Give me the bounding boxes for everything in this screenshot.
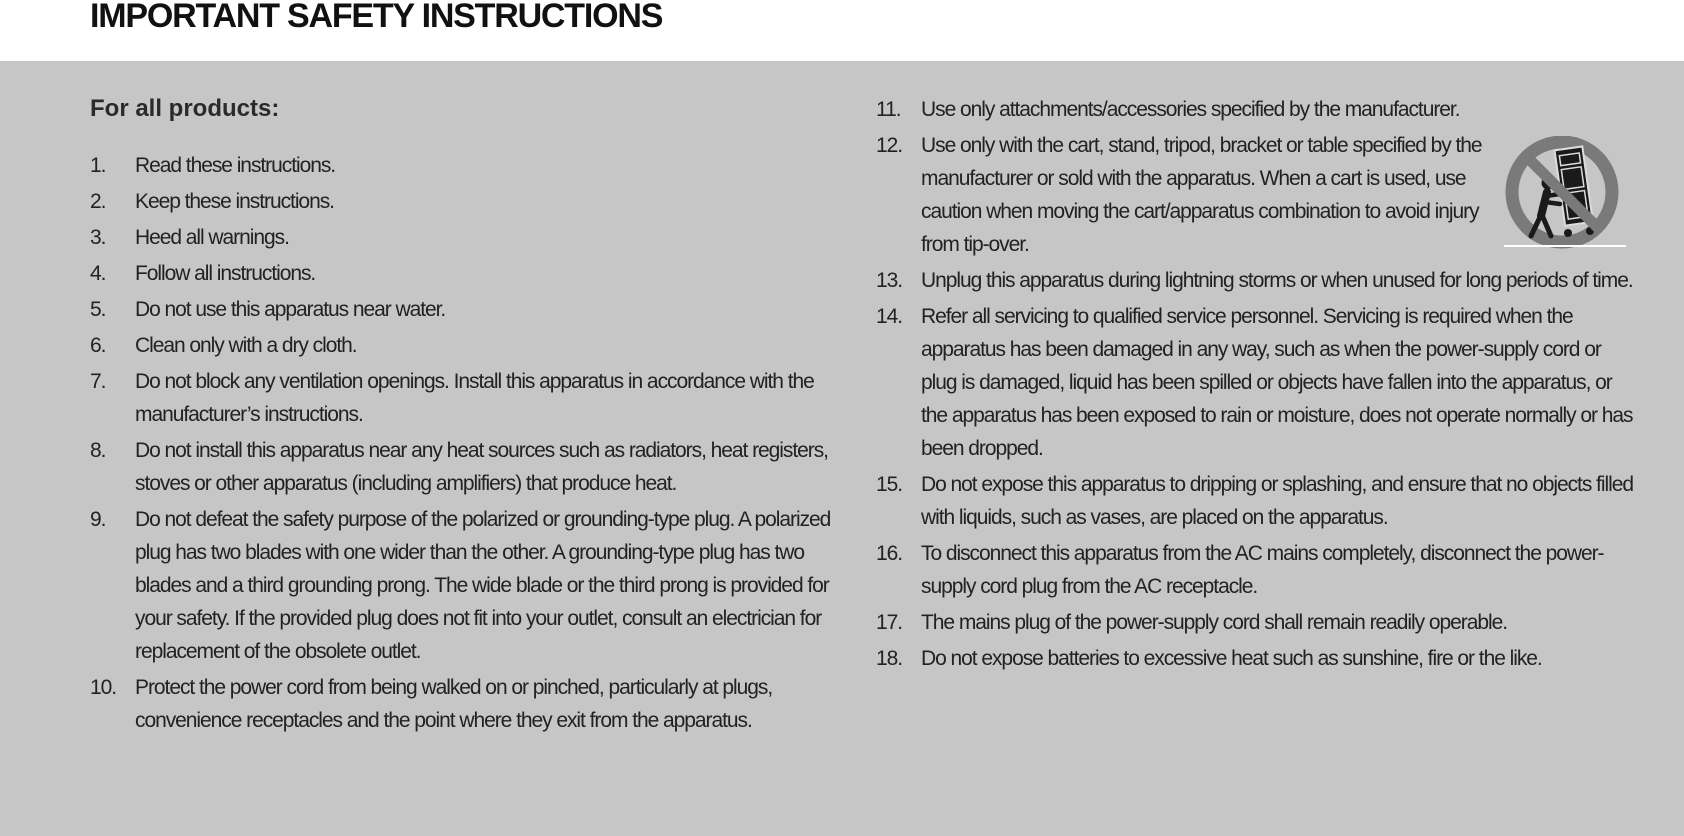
instruction-item-8: [90, 434, 850, 500]
instruction-number: 12.: [876, 134, 903, 157]
instruction-item-18: [876, 642, 1636, 675]
instruction-item-17: [876, 606, 1636, 639]
page-title: IMPORTANT SAFETY INSTRUCTIONS: [90, 0, 663, 35]
instruction-number: 15.: [876, 473, 903, 496]
instruction-number: 18.: [876, 647, 903, 670]
instruction-text: Heed all warnings.: [135, 226, 289, 249]
instruction-item-13: [876, 264, 1636, 297]
section-heading: For all products:: [90, 95, 280, 122]
instruction-item-7: [90, 365, 850, 431]
instruction-item-10: [90, 671, 850, 737]
instructions-list-left: [90, 149, 850, 740]
instruction-text: Protect the power cord from being walked on or pinched, particularly at plugs, convenience receptacles and the point where they exit from the apparatus.: [135, 676, 773, 732]
instruction-text: Keep these instructions.: [135, 190, 334, 213]
instruction-text: Use only with the cart, stand, tripod, bracket or table specified by the manufacturer or sold with the apparatus. When a cart is used, use caution when moving the cart/apparatus combination to avoid injury from tip-over.: [921, 134, 1482, 256]
instruction-text: Do not block any ventilation openings. Install this apparatus in accordance with the manufacturer’s instructions.: [135, 370, 814, 426]
cart-tip-over-warning-icon: [1504, 136, 1628, 254]
instruction-text: To disconnect this apparatus from the AC mains completely, disconnect the power-supply cord plug from the AC receptacle.: [921, 542, 1604, 598]
instruction-text: Clean only with a dry cloth.: [135, 334, 357, 357]
instruction-number: 1.: [90, 154, 106, 177]
instruction-text: Do not expose batteries to excessive heat such as sunshine, fire or the like.: [921, 647, 1542, 670]
instruction-text: Do not install this apparatus near any heat sources such as radiators, heat registers, stoves or other apparatus (including amplifiers) that produce heat.: [135, 439, 828, 495]
instruction-item-3: [90, 221, 850, 254]
instruction-item-16: [876, 537, 1636, 603]
instruction-item-4: [90, 257, 850, 290]
instruction-item-14: [876, 300, 1636, 465]
instruction-text: Do not defeat the safety purpose of the polarized or grounding-type plug. A polarized plug has two blades with one wider than the other. A grounding-type plug has two blades and a third grounding prong. The wide blade or the third prong is provided for your safety. If the provided plug does not fit into your outlet, consult an electrician for replacement of the obsolete outlet.: [135, 508, 831, 663]
instruction-number: 17.: [876, 611, 903, 634]
instruction-number: 7.: [90, 370, 106, 393]
instruction-text: The mains plug of the power-supply cord shall remain readily operable.: [921, 611, 1508, 634]
instruction-number: 11.: [876, 98, 901, 121]
instruction-item-1: [90, 149, 850, 182]
instruction-number: 6.: [90, 334, 106, 357]
instruction-text: Do not use this apparatus near water.: [135, 298, 446, 321]
instruction-text: Use only attachments/accessories specified by the manufacturer.: [921, 98, 1460, 121]
instruction-text: Follow all instructions.: [135, 262, 316, 285]
instruction-text: Read these instructions.: [135, 154, 336, 177]
instruction-item-2: [90, 185, 850, 218]
instruction-text: Refer all servicing to qualified service personnel. Servicing is required when the apparatus has been damaged in any way, such as when the power-supply cord or plug is damaged, liquid has been spilled or objects have fallen into the apparatus, or the apparatus has been exposed to rain or moisture, does not operate normally or has been dropped.: [921, 305, 1633, 460]
instruction-number: 8.: [90, 439, 106, 462]
instruction-number: 9.: [90, 508, 106, 531]
instruction-item-6: [90, 329, 850, 362]
instruction-number: 2.: [90, 190, 106, 213]
instruction-item-5: [90, 293, 850, 326]
page-header: [0, 0, 1684, 61]
instruction-number: 5.: [90, 298, 106, 321]
instruction-number: 16.: [876, 542, 903, 565]
instruction-text: Unplug this apparatus during lightning storms or when unused for long periods of time.: [921, 269, 1633, 292]
instruction-item-9: [90, 503, 850, 668]
instruction-number: 10.: [90, 676, 117, 699]
cart-wheel-shape: [1564, 229, 1572, 237]
instruction-item-11: [876, 93, 1636, 126]
instruction-item-15: [876, 468, 1636, 534]
instruction-text: Do not expose this apparatus to dripping or splashing, and ensure that no objects filled with liquids, such as vases, are placed on the apparatus.: [921, 473, 1633, 529]
instruction-number: 3.: [90, 226, 106, 249]
instruction-number: 14.: [876, 305, 903, 328]
instruction-number: 13.: [876, 269, 903, 292]
instruction-number: 4.: [90, 262, 106, 285]
